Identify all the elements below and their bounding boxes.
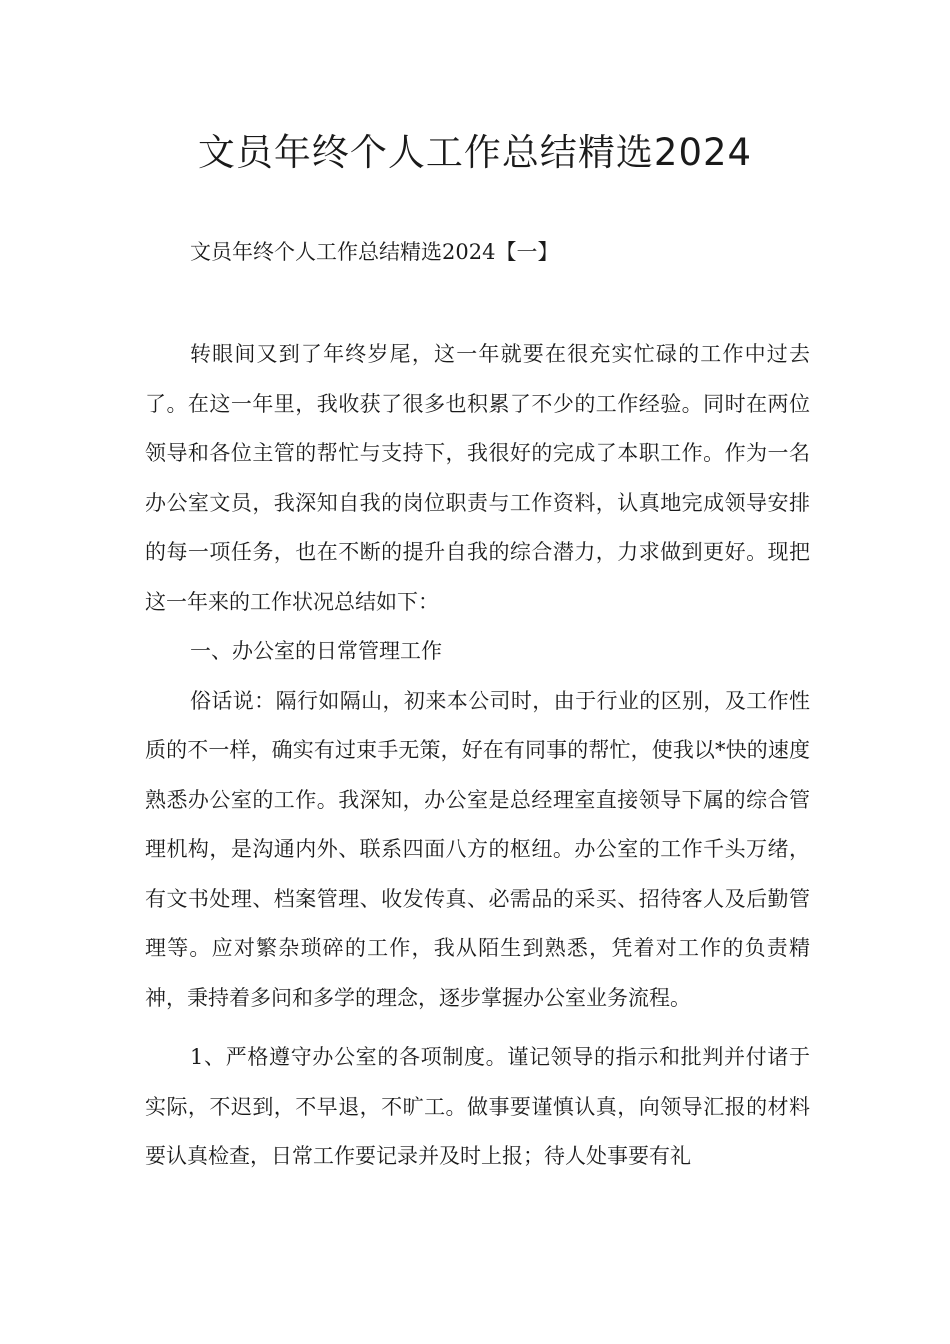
document-body — [145, 330, 810, 1182]
paragraph-intro: 转眼间又到了年终岁尾，这一年就要在很充实忙碌的工作中过去了。在这一年里，我收获了很多也积累了不少的工作经验。同时在两位领导和各位主管的帮忙与支持下，我很好的完成了本职工作。作为一名办公室文员，我深知自我的岗位职责与工作资料，认真地完成领导安排的每一项任务，也在不断的提升自我的综合潜力，力求做到更好。现把这一年来的工作状况总结如下： — [145, 342, 810, 614]
document-title: 文员年终个人工作总结精选2024 — [197, 131, 753, 174]
paragraph-office-work: 俗话说：隔行如隔山，初来本公司时，由于行业的区别，及工作性质的不一样，确实有过束手无策，好在有同事的帮忙，使我以*快的速度熟悉办公室的工作。我深知，办公室是总经理室直接领导下属的综合管理机构，是沟通内外、联系四面八方的枢纽。办公室的工作千头万绪，有文书处理、档案管理、收发传真、必需品的采买、招待客人及后勤管理等。应对繁杂琐碎的工作，我从陌生到熟悉，凭着对工作的负责精神，秉持着多问和多学的理念，逐步掌握办公室业务流程。 — [145, 688, 810, 1010]
paragraph-rules: 1、严格遵守办公室的各项制度。谨记领导的指示和批判并付诸于实际，不迟到，不早退，不旷工。做事要谨慎认真，向领导汇报的材料要认真检查，日常工作要记录并及时上报；待人处事要有礼 — [145, 1045, 810, 1168]
section-subtitle: 文员年终个人工作总结精选2024【一】 — [190, 240, 559, 264]
section-heading-daily-management: 一、办公室的日常管理工作 — [190, 639, 442, 663]
